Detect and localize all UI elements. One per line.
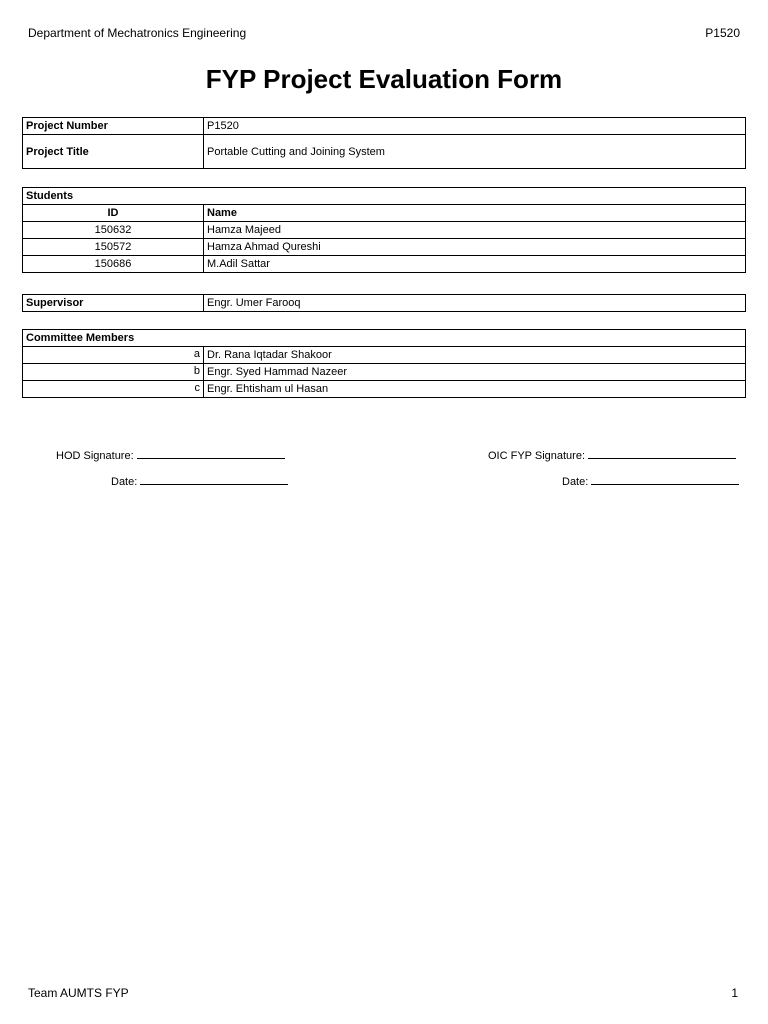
table-row [23, 188, 746, 205]
students-id-header: ID [23, 205, 204, 222]
student-name: M.Adil Sattar [204, 256, 746, 273]
hod-date-field [111, 474, 288, 488]
page-title: FYP Project Evaluation Form [205, 64, 563, 94]
hod-signature-line [137, 448, 285, 459]
oic-date-field [562, 474, 739, 488]
project-title-label: Project Title [23, 135, 204, 169]
supervisor-label: Supervisor [23, 295, 204, 312]
table-row [23, 364, 746, 381]
footer-page-number: 1 [731, 986, 738, 1000]
hod-signature-label: HOD Signature: [56, 450, 134, 462]
committee-section-label: Committee Members [23, 330, 746, 347]
table-row [23, 205, 746, 222]
project-info-table [22, 117, 746, 169]
oic-date-line [591, 474, 739, 485]
student-id: 150572 [23, 239, 204, 256]
table-row [23, 135, 746, 169]
committee-member-key: c [23, 381, 204, 398]
footer-team: Team AUMTS FYP [28, 986, 129, 1000]
oic-signature-label: OIC FYP Signature: [488, 450, 586, 462]
project-number-label: Project Number [23, 118, 204, 135]
oic-date-label: Date: [562, 476, 589, 488]
supervisor-table [22, 294, 746, 312]
hod-date-label: Date: [111, 476, 138, 488]
committee-member-key: b [23, 364, 204, 381]
project-title-value: Portable Cutting and Joining System [204, 135, 746, 169]
department-name: Department of Mechatronics Engineering [28, 26, 247, 40]
committee-member-name: Engr. Ehtisham ul Hasan [204, 381, 746, 398]
students-section-label: Students [23, 188, 746, 205]
committee-table [22, 329, 746, 398]
header-project-code: P1520 [705, 26, 740, 40]
students-table [22, 187, 746, 273]
table-row [23, 295, 746, 312]
student-name: Hamza Majeed [204, 222, 746, 239]
committee-member-name: Dr. Rana Iqtadar Shakoor [204, 347, 746, 364]
table-row [23, 222, 746, 239]
student-id: 150632 [23, 222, 204, 239]
table-row [23, 118, 746, 135]
committee-member-key: a [23, 347, 204, 364]
students-name-header: Name [204, 205, 746, 222]
table-row [23, 239, 746, 256]
table-row [23, 347, 746, 364]
hod-date-line [140, 474, 288, 485]
table-row [23, 330, 746, 347]
supervisor-value: Engr. Umer Farooq [204, 295, 746, 312]
hod-signature-field [56, 448, 285, 462]
oic-signature-line [588, 448, 736, 459]
student-id: 150686 [23, 256, 204, 273]
table-row [23, 256, 746, 273]
project-number-value: P1520 [204, 118, 746, 135]
student-name: Hamza Ahmad Qureshi [204, 239, 746, 256]
table-row [23, 381, 746, 398]
oic-signature-field [488, 448, 736, 462]
committee-member-name: Engr. Syed Hammad Nazeer [204, 364, 746, 381]
